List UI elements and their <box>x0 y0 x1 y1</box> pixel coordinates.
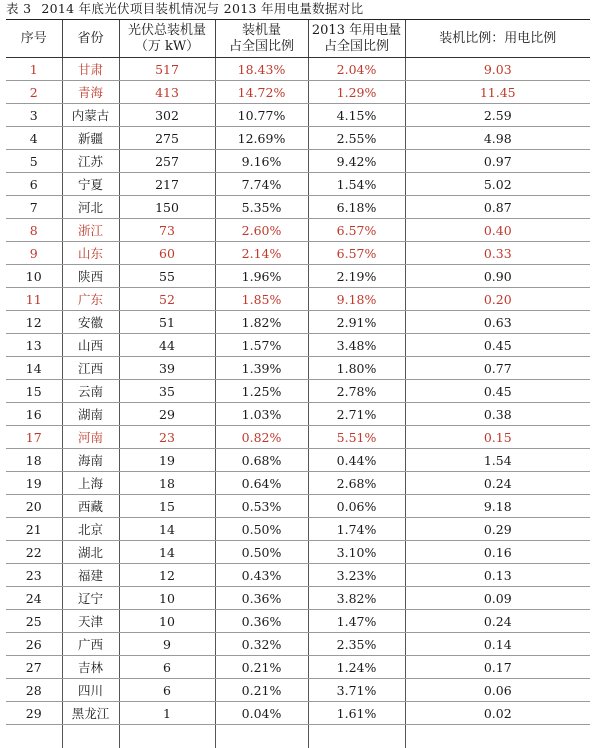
cell-province: 山西 <box>62 334 119 357</box>
cell-electricity-share: 1.80% <box>308 357 405 380</box>
table-row <box>6 380 590 403</box>
header-electricity-share-line2: 占全国比例 <box>323 38 389 54</box>
cell-ratio: 0.40 <box>405 219 590 242</box>
cell-electricity-share: 9.18% <box>308 288 405 311</box>
cell-capacity: 15 <box>119 495 215 518</box>
cell-capacity-share: 0.50% <box>215 518 308 541</box>
cell-electricity-share: 3.82% <box>308 587 405 610</box>
cell-cut <box>6 725 62 748</box>
cell-capacity: 44 <box>119 334 215 357</box>
cell-province: 宁夏 <box>62 173 119 196</box>
cell-province: 云南 <box>62 380 119 403</box>
cell-capacity: 18 <box>119 472 215 495</box>
cell-capacity-share: 0.43% <box>215 564 308 587</box>
cell-no: 1 <box>6 58 62 81</box>
cell-province: 江西 <box>62 357 119 380</box>
cell-ratio: 9.18 <box>405 495 590 518</box>
cell-capacity-share: 2.14% <box>215 242 308 265</box>
table-row <box>6 403 590 426</box>
cell-electricity-share: 1.24% <box>308 656 405 679</box>
cell-no: 5 <box>6 150 62 173</box>
table-row <box>6 127 590 150</box>
cell-ratio: 0.13 <box>405 564 590 587</box>
cell-capacity: 35 <box>119 380 215 403</box>
header-capacity-line1: 光伏总装机量 <box>127 22 206 38</box>
header-capacity-line2: （万 kW） <box>134 38 200 54</box>
cell-province: 安徽 <box>62 311 119 334</box>
table-row <box>6 196 590 219</box>
table-row <box>6 81 590 104</box>
cell-electricity-share: 2.55% <box>308 127 405 150</box>
table-row <box>6 679 590 702</box>
cell-no: 10 <box>6 265 62 288</box>
table-row <box>6 265 590 288</box>
header-electricity-share <box>308 20 405 58</box>
cell-capacity-share: 0.53% <box>215 495 308 518</box>
cell-electricity-share: 4.15% <box>308 104 405 127</box>
cell-capacity: 60 <box>119 242 215 265</box>
cell-no: 26 <box>6 633 62 656</box>
cell-electricity-share: 1.47% <box>308 610 405 633</box>
cell-electricity-share: 9.42% <box>308 150 405 173</box>
cell-capacity: 6 <box>119 679 215 702</box>
cell-no: 29 <box>6 702 62 725</box>
cell-province: 福建 <box>62 564 119 587</box>
cell-province: 新疆 <box>62 127 119 150</box>
cell-electricity-share: 6.18% <box>308 196 405 219</box>
cell-province: 河南 <box>62 426 119 449</box>
cell-capacity: 275 <box>119 127 215 150</box>
cell-province: 西藏 <box>62 495 119 518</box>
cell-capacity-share: 2.60% <box>215 219 308 242</box>
table-container <box>0 19 600 721</box>
cell-capacity-share: 1.39% <box>215 357 308 380</box>
cell-electricity-share: 2.78% <box>308 380 405 403</box>
cell-ratio: 0.17 <box>405 656 590 679</box>
table-row <box>6 518 590 541</box>
cell-province: 山东 <box>62 242 119 265</box>
cell-ratio: 0.97 <box>405 150 590 173</box>
cell-no: 12 <box>6 311 62 334</box>
cell-province: 浙江 <box>62 219 119 242</box>
table-row <box>6 449 590 472</box>
cell-ratio: 11.45 <box>405 81 590 104</box>
cell-ratio: 5.02 <box>405 173 590 196</box>
cell-capacity-share: 1.96% <box>215 265 308 288</box>
cell-province: 黑龙江 <box>62 702 119 725</box>
cell-no: 13 <box>6 334 62 357</box>
cell-ratio: 0.16 <box>405 541 590 564</box>
cell-ratio: 0.24 <box>405 472 590 495</box>
cell-province: 陕西 <box>62 265 119 288</box>
cell-capacity: 517 <box>119 58 215 81</box>
cell-ratio: 0.45 <box>405 334 590 357</box>
cell-no: 27 <box>6 656 62 679</box>
cell-capacity: 39 <box>119 357 215 380</box>
cell-capacity: 14 <box>119 518 215 541</box>
cell-capacity-share: 1.25% <box>215 380 308 403</box>
cell-capacity: 73 <box>119 219 215 242</box>
cell-province: 海南 <box>62 449 119 472</box>
cell-ratio: 0.38 <box>405 403 590 426</box>
cell-electricity-share: 1.54% <box>308 173 405 196</box>
cell-capacity: 51 <box>119 311 215 334</box>
cell-province: 四川 <box>62 679 119 702</box>
cell-electricity-share: 3.48% <box>308 334 405 357</box>
table-row <box>6 173 590 196</box>
cell-capacity-share: 1.82% <box>215 311 308 334</box>
cell-no: 14 <box>6 357 62 380</box>
table-row <box>6 58 590 81</box>
cell-no: 22 <box>6 541 62 564</box>
table-row <box>6 334 590 357</box>
table-caption <box>6 0 363 18</box>
cell-capacity-share: 0.21% <box>215 679 308 702</box>
cell-province: 北京 <box>62 518 119 541</box>
cell-no: 18 <box>6 449 62 472</box>
cell-ratio: 0.06 <box>405 679 590 702</box>
table-row <box>6 656 590 679</box>
table-row <box>6 311 590 334</box>
cell-no: 15 <box>6 380 62 403</box>
cell-province: 吉林 <box>62 656 119 679</box>
header-capacity-share-line2: 占全国比例 <box>228 38 294 54</box>
table-row <box>6 426 590 449</box>
table-body-cutoff <box>6 725 590 748</box>
cell-ratio: 0.87 <box>405 196 590 219</box>
cell-capacity-share: 12.69% <box>215 127 308 150</box>
table-row <box>6 242 590 265</box>
table-number: 表 3 <box>6 1 32 16</box>
cell-no: 4 <box>6 127 62 150</box>
cell-electricity-share: 2.19% <box>308 265 405 288</box>
cell-ratio: 2.59 <box>405 104 590 127</box>
table-row <box>6 541 590 564</box>
cell-ratio: 0.15 <box>405 426 590 449</box>
cell-electricity-share: 1.29% <box>308 81 405 104</box>
cell-electricity-share: 0.06% <box>308 495 405 518</box>
cell-electricity-share: 0.44% <box>308 449 405 472</box>
cell-capacity-share: 0.36% <box>215 610 308 633</box>
table-row <box>6 104 590 127</box>
header-no: 序号 <box>6 20 62 58</box>
cell-no: 3 <box>6 104 62 127</box>
cell-no: 16 <box>6 403 62 426</box>
cell-capacity-share: 0.32% <box>215 633 308 656</box>
table-row <box>6 150 590 173</box>
cell-capacity: 6 <box>119 656 215 679</box>
cell-capacity: 19 <box>119 449 215 472</box>
cell-cut <box>62 725 119 748</box>
cell-no: 7 <box>6 196 62 219</box>
cell-capacity-share: 10.77% <box>215 104 308 127</box>
cell-capacity: 23 <box>119 426 215 449</box>
cell-capacity-share: 9.16% <box>215 150 308 173</box>
cell-capacity: 10 <box>119 587 215 610</box>
cell-capacity-share: 0.04% <box>215 702 308 725</box>
table-row <box>6 633 590 656</box>
cell-capacity: 217 <box>119 173 215 196</box>
data-table <box>6 19 590 748</box>
cell-capacity-share: 0.82% <box>215 426 308 449</box>
cell-ratio: 4.98 <box>405 127 590 150</box>
cell-capacity: 12 <box>119 564 215 587</box>
cell-electricity-share: 2.35% <box>308 633 405 656</box>
cell-electricity-share: 5.51% <box>308 426 405 449</box>
cell-capacity-share: 1.03% <box>215 403 308 426</box>
table-row <box>6 587 590 610</box>
cell-electricity-share: 3.10% <box>308 541 405 564</box>
cell-capacity: 1 <box>119 702 215 725</box>
cell-capacity-share: 1.85% <box>215 288 308 311</box>
cell-ratio: 0.14 <box>405 633 590 656</box>
cell-capacity-share: 0.50% <box>215 541 308 564</box>
cell-electricity-share: 2.91% <box>308 311 405 334</box>
cell-capacity-share: 1.57% <box>215 334 308 357</box>
cell-cut <box>215 725 308 748</box>
cell-electricity-share: 2.68% <box>308 472 405 495</box>
cell-capacity-share: 14.72% <box>215 81 308 104</box>
table-row <box>6 495 590 518</box>
cell-no: 11 <box>6 288 62 311</box>
cell-electricity-share: 6.57% <box>308 219 405 242</box>
cell-province: 河北 <box>62 196 119 219</box>
cell-ratio: 9.03 <box>405 58 590 81</box>
cell-capacity: 29 <box>119 403 215 426</box>
cell-ratio: 0.29 <box>405 518 590 541</box>
cell-ratio: 1.54 <box>405 449 590 472</box>
cell-ratio: 0.90 <box>405 265 590 288</box>
table-row <box>6 288 590 311</box>
cell-capacity: 14 <box>119 541 215 564</box>
cell-province: 辽宁 <box>62 587 119 610</box>
cell-no: 2 <box>6 81 62 104</box>
table-row <box>6 610 590 633</box>
header-ratio: 装机比例：用电比例 <box>405 20 590 58</box>
table-row <box>6 472 590 495</box>
cell-ratio: 0.09 <box>405 587 590 610</box>
cell-province: 天津 <box>62 610 119 633</box>
cell-no: 25 <box>6 610 62 633</box>
cell-no: 20 <box>6 495 62 518</box>
cell-ratio: 0.20 <box>405 288 590 311</box>
cell-capacity: 150 <box>119 196 215 219</box>
table-title: 2014 年底光伏项目装机情况与 2013 年用电量数据对比 <box>41 1 364 16</box>
table-body <box>6 58 590 725</box>
cell-no: 24 <box>6 587 62 610</box>
header-capacity <box>119 20 215 58</box>
table-row <box>6 702 590 725</box>
cell-no: 6 <box>6 173 62 196</box>
cell-no: 21 <box>6 518 62 541</box>
cell-province: 甘肃 <box>62 58 119 81</box>
cell-ratio: 0.24 <box>405 610 590 633</box>
cell-province: 湖南 <box>62 403 119 426</box>
cell-capacity-share: 0.21% <box>215 656 308 679</box>
header-province: 省份 <box>62 20 119 58</box>
cell-no: 19 <box>6 472 62 495</box>
cell-capacity-share: 5.35% <box>215 196 308 219</box>
cell-capacity: 52 <box>119 288 215 311</box>
cell-capacity: 10 <box>119 610 215 633</box>
cell-capacity-share: 0.36% <box>215 587 308 610</box>
table-row <box>6 564 590 587</box>
cell-province: 江苏 <box>62 150 119 173</box>
cell-no: 9 <box>6 242 62 265</box>
header-row <box>6 20 590 58</box>
cell-capacity-share: 0.68% <box>215 449 308 472</box>
cell-electricity-share: 6.57% <box>308 242 405 265</box>
cell-capacity: 413 <box>119 81 215 104</box>
cell-province: 青海 <box>62 81 119 104</box>
cell-electricity-share: 2.04% <box>308 58 405 81</box>
cell-ratio: 0.45 <box>405 380 590 403</box>
cell-capacity-share: 18.43% <box>215 58 308 81</box>
cell-capacity-share: 0.64% <box>215 472 308 495</box>
cell-ratio: 0.33 <box>405 242 590 265</box>
header-capacity-share <box>215 20 308 58</box>
cell-electricity-share: 2.71% <box>308 403 405 426</box>
cell-province: 广西 <box>62 633 119 656</box>
cell-province: 广东 <box>62 288 119 311</box>
table-header <box>6 20 590 58</box>
cell-capacity: 55 <box>119 265 215 288</box>
cell-province: 湖北 <box>62 541 119 564</box>
cutoff-row <box>6 725 590 748</box>
cell-electricity-share: 3.23% <box>308 564 405 587</box>
cell-cut <box>405 725 590 748</box>
cell-no: 17 <box>6 426 62 449</box>
cell-capacity-share: 7.74% <box>215 173 308 196</box>
cell-ratio: 0.63 <box>405 311 590 334</box>
cell-ratio: 0.02 <box>405 702 590 725</box>
cell-cut <box>308 725 405 748</box>
header-electricity-share-line1: 2013 年用电量 <box>311 22 402 38</box>
cell-electricity-share: 3.71% <box>308 679 405 702</box>
cell-electricity-share: 1.61% <box>308 702 405 725</box>
table-row <box>6 357 590 380</box>
cell-province: 内蒙古 <box>62 104 119 127</box>
cell-province: 上海 <box>62 472 119 495</box>
header-capacity-share-line1: 装机量 <box>241 22 281 38</box>
cell-electricity-share: 1.74% <box>308 518 405 541</box>
cell-cut <box>119 725 215 748</box>
table-row <box>6 219 590 242</box>
cell-no: 28 <box>6 679 62 702</box>
cell-no: 8 <box>6 219 62 242</box>
cell-capacity: 9 <box>119 633 215 656</box>
cell-no: 23 <box>6 564 62 587</box>
cell-capacity: 302 <box>119 104 215 127</box>
cell-ratio: 0.77 <box>405 357 590 380</box>
cell-capacity: 257 <box>119 150 215 173</box>
